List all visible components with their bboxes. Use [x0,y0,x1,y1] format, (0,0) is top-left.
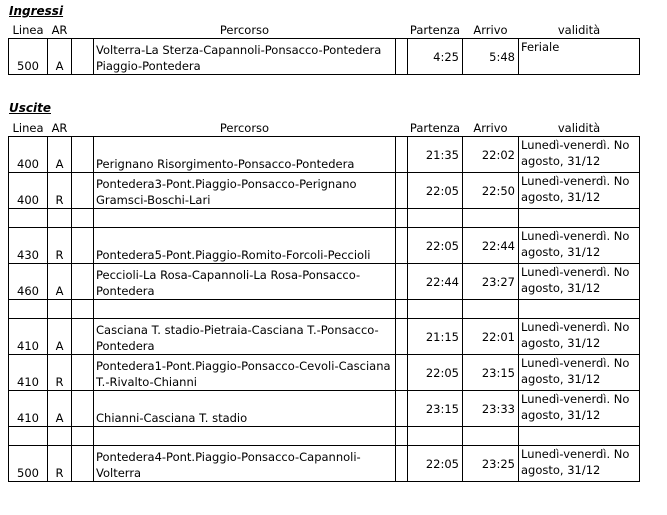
cell-arrivo [463,427,519,446]
cell-percorso: Pontedera1-Pont.Piaggio-Ponsacco-Cevoli-Casciana T.-Rivalto-Chianni [94,355,396,391]
cell-empty [396,228,408,264]
spacer-row [9,427,640,446]
cell-empty [396,427,408,446]
cell-percorso: Pontedera4-Pont.Piaggio-Ponsacco-Capannoli-Volterra [94,446,396,482]
cell-partenza [408,209,463,228]
ingressi-table [8,22,640,75]
cell-empty [72,391,94,427]
cell-percorso [94,427,396,446]
cell-linea: 400 [9,137,48,173]
cell-partenza: 22:05 [408,173,463,209]
cell-empty [72,228,94,264]
cell-validita [519,300,640,319]
cell-ar: A [48,264,72,300]
cell-arrivo: 23:25 [463,446,519,482]
header-ar: AR [48,22,72,39]
cell-validita: Lunedì-venerdì. No agosto, 31/12 [519,228,640,264]
cell-partenza: 4:25 [408,39,463,75]
spacer-row [9,300,640,319]
spacer-row [9,209,640,228]
cell-empty [396,137,408,173]
cell-empty [72,446,94,482]
cell-ar [48,427,72,446]
cell-ar: A [48,319,72,355]
uscite-title: Uscite [9,101,51,115]
cell-linea: 460 [9,264,48,300]
cell-partenza: 21:35 [408,137,463,173]
cell-partenza: 22:05 [408,355,463,391]
cell-ar: R [48,355,72,391]
cell-validita: Lunedì-venerdì. No agosto, 31/12 [519,319,640,355]
cell-arrivo: 22:01 [463,319,519,355]
uscite-table [8,120,640,482]
table-row [9,39,640,75]
cell-arrivo: 23:27 [463,264,519,300]
cell-arrivo: 23:15 [463,355,519,391]
cell-percorso: Perignano Risorgimento-Ponsacco-Pontedera [94,137,396,173]
cell-percorso: Pontedera3-Pont.Piaggio-Ponsacco-Perignano Gramsci-Boschi-Lari [94,173,396,209]
ingressi-body [9,39,640,75]
cell-empty [396,446,408,482]
cell-validita: Lunedì-venerdì. No agosto, 31/12 [519,391,640,427]
cell-linea [9,427,48,446]
table-row [9,137,640,173]
cell-linea: 410 [9,391,48,427]
cell-empty [72,300,94,319]
uscite-body [9,137,640,482]
cell-validita: Lunedì-venerdì. No agosto, 31/12 [519,355,640,391]
table-row [9,228,640,264]
cell-partenza: 23:15 [408,391,463,427]
header-linea: Linea [9,120,48,137]
cell-ar: R [48,228,72,264]
header-ar: AR [48,120,72,137]
header-percorso: Percorso [94,22,396,39]
cell-empty [72,264,94,300]
cell-linea: 410 [9,355,48,391]
cell-arrivo: 22:02 [463,137,519,173]
cell-empty [72,355,94,391]
cell-percorso: Chianni-Casciana T. stadio [94,391,396,427]
cell-empty [396,173,408,209]
cell-partenza [408,427,463,446]
cell-percorso [94,209,396,228]
cell-percorso: Peccioli-La Rosa-Capannoli-La Rosa-Ponsacco-Pontedera [94,264,396,300]
uscite-header-row [9,120,640,137]
cell-linea [9,300,48,319]
cell-ar [48,209,72,228]
cell-partenza: 21:15 [408,319,463,355]
header-arrivo: Arrivo [463,120,519,137]
ingressi-header-row [9,22,640,39]
cell-arrivo [463,300,519,319]
cell-arrivo: 23:33 [463,391,519,427]
cell-linea: 500 [9,39,48,75]
cell-partenza [408,300,463,319]
table-row [9,264,640,300]
cell-validita: Lunedì-venerdì. No agosto, 31/12 [519,173,640,209]
cell-arrivo [463,209,519,228]
cell-empty [396,355,408,391]
cell-empty [396,391,408,427]
cell-partenza: 22:05 [408,446,463,482]
cell-empty [396,209,408,228]
table-row [9,173,640,209]
cell-percorso: Casciana T. stadio-Pietraia-Casciana T.-Ponsacco-Pontedera [94,319,396,355]
cell-ar: R [48,173,72,209]
cell-linea: 410 [9,319,48,355]
cell-empty [72,427,94,446]
cell-validita: Feriale [519,39,640,75]
cell-linea: 430 [9,228,48,264]
cell-percorso [94,300,396,319]
header-partenza: Partenza [408,120,463,137]
cell-linea: 400 [9,173,48,209]
cell-arrivo: 22:50 [463,173,519,209]
cell-percorso: Pontedera5-Pont.Piaggio-Romito-Forcoli-Peccioli [94,228,396,264]
header-validita: validità [519,120,640,137]
cell-validita [519,427,640,446]
table-row [9,446,640,482]
cell-ar: A [48,391,72,427]
cell-arrivo: 5:48 [463,39,519,75]
cell-empty [396,319,408,355]
cell-ar [48,300,72,319]
cell-empty [72,319,94,355]
header-validita: validità [519,22,640,39]
cell-empty [396,39,408,75]
cell-validita [519,209,640,228]
table-row [9,391,640,427]
cell-partenza: 22:05 [408,228,463,264]
cell-arrivo: 22:44 [463,228,519,264]
cell-empty [72,137,94,173]
table-row [9,319,640,355]
cell-percorso: Volterra-La Sterza-Capannoli-Ponsacco-Pontedera Piaggio-Pontedera [94,39,396,75]
header-linea: Linea [9,22,48,39]
cell-ar: R [48,446,72,482]
cell-ar: A [48,137,72,173]
cell-validita: Lunedì-venerdì. No agosto, 31/12 [519,446,640,482]
cell-linea [9,209,48,228]
cell-empty [72,209,94,228]
cell-validita: Lunedì-venerdì. No agosto, 31/12 [519,137,640,173]
cell-ar: A [48,39,72,75]
header-partenza: Partenza [408,22,463,39]
cell-linea: 500 [9,446,48,482]
header-percorso: Percorso [94,120,396,137]
cell-partenza: 22:44 [408,264,463,300]
cell-empty [72,173,94,209]
header-arrivo: Arrivo [463,22,519,39]
cell-validita: Lunedì-venerdì. No agosto, 31/12 [519,264,640,300]
cell-empty [396,264,408,300]
cell-empty [72,39,94,75]
ingressi-title: Ingressi [9,4,64,18]
table-row [9,355,640,391]
cell-empty [396,300,408,319]
